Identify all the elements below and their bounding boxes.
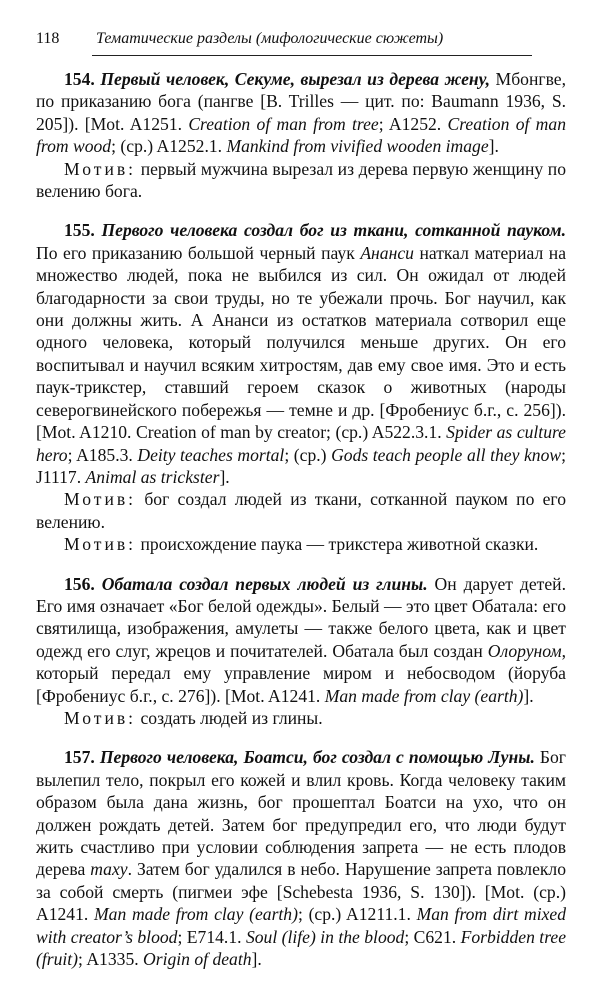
entry-text: 157. Первого человека, Боатси, бог создал с помощью Луны. Бог вылепил тело, покрыл его кожей и влил кровь. Когда человеку таким образом была дана жизнь, бог прошептал Боатси на ухо, что он должен рождать детей. Затем бог предупредил его, что люди будут жить счастливо при условии соблюдения запрета — не есть плодов дерева таху. Затем бог удалился в небо. Нарушение запрета повлекло за собой смерть (пигмеи эфе [Schebesta 1936, S. 130]). [Mot. (cp.) A1241. Man made from clay (earth); (cp.) A1211.1. Man from dirt mixed with creator’s blood; E714.1. Soul (life) in the blood; C621. Forbidden tree (fruit); A1335. Origin of death].	[36, 747, 567, 970]
entry-heading	[64, 574, 428, 594]
citation-title: Ананси	[360, 242, 414, 263]
entry-heading	[64, 747, 535, 767]
citation-title: Gods teach people all they know	[331, 444, 562, 465]
entry-number: 156.	[64, 573, 102, 594]
entry-heading	[64, 69, 490, 89]
citation-title: Man made from clay (earth)	[324, 685, 524, 706]
page-number: 118	[36, 30, 60, 47]
citation-title: Forbidden tree (fruit)	[36, 926, 567, 970]
citation-title: Man from dirt mixed with creator’s blood	[36, 904, 566, 947]
motif-line	[36, 533, 566, 555]
motif-line	[36, 488, 566, 533]
motif-line	[36, 158, 566, 203]
entry-number: 154.	[64, 69, 101, 89]
page-header	[36, 22, 566, 46]
entry-155	[36, 219, 566, 555]
citation-title: Animal as trickster	[85, 466, 220, 487]
citation-title: таху	[90, 859, 128, 880]
motif-label: Мотив:	[64, 534, 137, 555]
citation-title: Soul (life) in the blood	[245, 926, 405, 947]
entry-157	[36, 746, 566, 970]
citation-title: Creation of man from tree	[188, 113, 379, 134]
entry-text: 156. Обатала создал первых людей из глины. Он дарует детей. Его имя означает «Бог белой одежды». Белый — это цвет Обатала: его святилища, изображения, амулеты — также белого цвета, как и цвет одежд его слуг, жрецов и почитателей. Обатала был создан Олоруном, который передал ему управление миром и небосводом (йоруба [Фробениус б.г., с. 276]). [Mot. A1241. Man made from clay (earth)].	[36, 573, 566, 706]
book-page	[36, 22, 567, 970]
running-title: Тематические разделы (мифологические сюжеты)	[96, 30, 444, 47]
entry-title: Обатала создал первых людей из глины.	[101, 573, 428, 594]
entry-title: Первого человека, Боатси, бог создал с помощью Луны.	[99, 747, 535, 768]
entry-number: 155.	[64, 220, 102, 241]
citation-title: Олоруном	[487, 640, 562, 661]
citation-title: Man made from clay (earth)	[94, 904, 298, 925]
entry-number: 157.	[64, 747, 100, 768]
motif-text: бог создал людей из ткани, сотканной пауком по его велению.	[36, 489, 566, 532]
entry-text: 155. Первого человека создал бог из ткани, сотканной пауком. По его приказанию большой черный паук Ананси наткал материал на множество людей, пока не выбился из сил. Он ожидал от людей благодарности за свои труды, но те убежали прочь. Бог научил, как они должны жить. А Ананси из остатков материала сотворил еще одного человека, который получился меньше других. Он его воспитывал и научил всяким хитростям, дав ему свое имя. Это и есть паук-трикстер, ставший героем сказок о животных (народы северогвинейского побережья — темне и др. [Фробениус б.г., с. 256]). [Mot. A1210. Creation of man by creator; (cp.) A522.3.1. Spider as culture hero; A185.3. Deity teaches mortal; (cp.) Gods teach people all they know; J1117. Animal as trickster].	[36, 220, 566, 487]
header-rule	[92, 55, 532, 56]
citation-title: Deity teaches mortal	[137, 444, 285, 465]
motif-text: происхождение паука — трикстера животной сказки.	[136, 534, 539, 555]
entries-list	[36, 68, 566, 987]
motif-text: создать людей из глины.	[136, 707, 323, 728]
entry-title: Первый человек, Секуме, вырезал из дерева жену,	[100, 69, 491, 89]
entry-heading	[64, 220, 566, 240]
motif-label: Мотив:	[64, 707, 137, 728]
motif-line	[36, 707, 566, 729]
motif-label: Мотив:	[64, 158, 137, 179]
citation-title: Creation of man from wood	[36, 113, 566, 157]
entry-154	[36, 68, 566, 202]
motif-text: первый мужчина вырезал из дерева первую женщину по велению бога.	[36, 158, 566, 202]
motif-label: Мотив:	[64, 489, 137, 510]
citation-title: Origin of death	[143, 949, 252, 970]
entry-title: Первого человека создал бог из ткани, сотканной пауком.	[101, 220, 566, 241]
entry-156	[36, 573, 566, 730]
citation-title: Spider as culture hero	[36, 422, 566, 465]
entry-text: 154. Первый человек, Секуме, вырезал из дерева жену, Мбонгве, по приказанию бога (пангве [B. Trilles — цит. по: Baumann 1936, S. 205]). [Mot. A1251. Creation of man from tree; A1252. Creation of man from wood; (cp.) A1252.1. Mankind from vivified wooden image].	[36, 69, 566, 157]
citation-title: Mankind from vivified wooden image	[226, 136, 489, 157]
